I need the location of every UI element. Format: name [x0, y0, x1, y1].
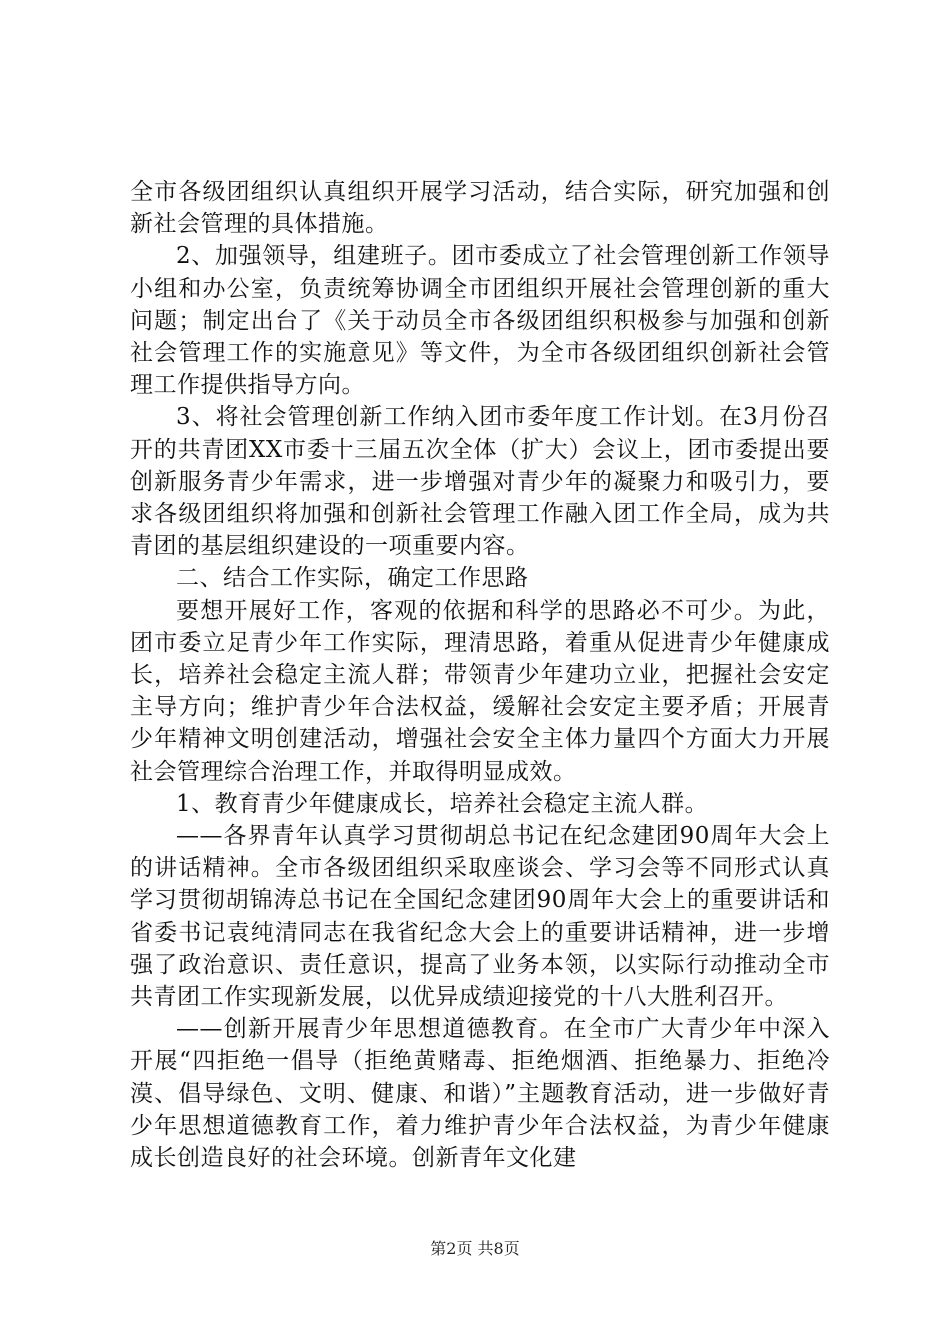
subsection-heading: 1、教育青少年健康成长，培养社会稳定主流人群。 — [176, 790, 709, 817]
page-footer — [0, 1239, 950, 1259]
paragraph: 2、加强领导，组建班子。团市委成立了社会管理创新工作领导小组和办公室，负责统筹协调全市团组织开展社会管理创新的重大问题；制定出台了《关于动员全市各级团组织积极参与加强和创新社会管理工作的实施意见》等文件，为全市各级团组织创新社会管理工作提供指导方向。 — [130, 243, 830, 399]
paragraph: ——创新开展青少年思想道德教育。在全市广大青少年中深入开展“四拒绝一倡导（拒绝黄赌毒、拒绝烟酒、拒绝暴力、拒绝冷漠、倡导绿色、文明、健康、和谐）”主题教育活动，进一步做好青少年思想道德教育工作，着力维护青少年合法权益，为青少年健康成长创造良好的社会环境。创新青年文化建 — [130, 1016, 830, 1172]
paragraph: ——各界青年认真学习贯彻胡总书记在纪念建团90周年大会上的讲话精神。全市各级团组织采取座谈会、学习会等不同形式认真学习贯彻胡锦涛总书记在全国纪念建团90周年大会上的重要讲话和省委书记袁纯清同志在我省纪念大会上的重要讲话精神，进一步增强了政治意识、责任意识，提高了业务本领，以实际行动推动全市共青团工作实现新发展，以优异成绩迎接党的十八大胜利召开。 — [130, 823, 830, 1011]
section-heading: 二、结合工作实际，确定工作思路 — [176, 565, 529, 592]
page-number: 第2页 共8页 — [430, 1239, 520, 1258]
paragraph: 要想开展好工作，客观的依据和科学的思路必不可少。为此，团市委立足青少年工作实际，理清思路，着重从促进青少年健康成长，培养社会稳定主流人群；带领青少年建功立业，把握社会安定主导方向；维护青少年合法权益，缓解社会安定主要矛盾；开展青少年精神文明创建活动，增强社会安全主体力量四个方面大力开展社会管理综合治理工作，并取得明显成效。 — [130, 597, 830, 785]
paragraph: 全市各级团组织认真组织开展学习活动，结合实际，研究加强和创新社会管理的具体措施。 — [130, 179, 830, 238]
paragraph: 3、将社会管理创新工作纳入团市委年度工作计划。在3月份召开的共青团XX市委十三届五次全体（扩大）会议上，团市委提出要创新服务青少年需求，进一步增强对青少年的凝聚力和吸引力，要求各级团组织将加强和创新社会管理工作融入团工作全局，成为共青团的基层组织建设的一项重要内容。 — [130, 404, 830, 560]
body-text — [130, 176, 830, 1174]
